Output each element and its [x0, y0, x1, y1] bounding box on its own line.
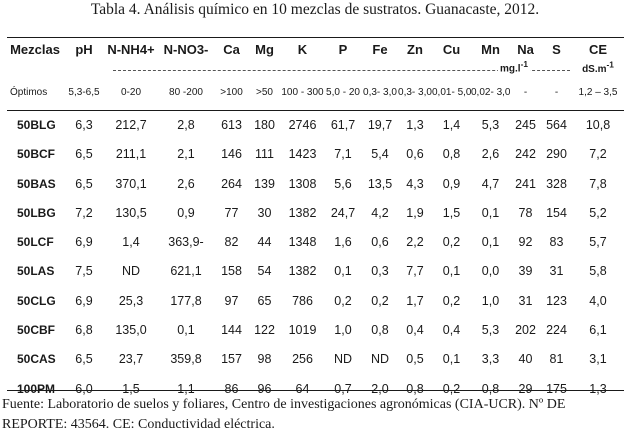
cell-ca: 146 [221, 147, 242, 162]
cell-ph: 6,5 [75, 176, 93, 191]
cell-n-no3: 0,1 [177, 323, 195, 338]
cell-n-no3: 359,8 [170, 352, 202, 367]
cell-na: 202 [515, 323, 536, 338]
cell-fe: 19,7 [367, 117, 393, 132]
cell-n-nh4: 130,5 [115, 205, 147, 220]
cell-mn: 0,1 [481, 205, 500, 220]
cell-cu: 0,9 [442, 176, 461, 191]
cell-p: 61,7 [330, 117, 356, 132]
cell-ca: 86 [224, 381, 239, 396]
cell-mg: 139 [254, 176, 275, 191]
cell-fe: 0,6 [371, 235, 389, 250]
cell-n-no3: 621,1 [170, 264, 202, 279]
optimos-cell-ca: >100 [220, 86, 243, 98]
cell-ce: 1,3 [589, 381, 607, 396]
optimos-cell-cu: 0,01- 5,0 [432, 86, 471, 98]
cell-k: 1382 [288, 264, 317, 279]
table-row [7, 140, 624, 169]
cell-ce: 5,7 [589, 235, 607, 250]
cell-na: 242 [515, 147, 536, 162]
cell-ca: 158 [221, 264, 242, 279]
cell-s: 328 [546, 176, 567, 191]
cell-n-nh4: 1,5 [122, 381, 140, 396]
table-row [7, 345, 624, 374]
cell-s: 224 [546, 323, 567, 338]
column-header-cu: Cu [442, 41, 461, 57]
cell-n-nh4: 212,7 [115, 117, 147, 132]
cell-cu: 0,2 [442, 381, 461, 396]
cell-fe: 4,2 [371, 205, 389, 220]
optimos-row [7, 75, 624, 110]
mezcla-label: 50CBF [17, 323, 56, 338]
cell-ce: 7,8 [589, 176, 607, 191]
cell-na: 29 [518, 381, 533, 396]
cell-n-nh4: ND [121, 264, 141, 279]
column-header-zn: Zn [407, 41, 423, 57]
cell-mn: 1,0 [481, 293, 500, 308]
cell-cu: 0,1 [442, 264, 461, 279]
cell-mg: 54 [257, 264, 272, 279]
cell-ph: 6,9 [75, 235, 93, 250]
mezcla-label: 50CLG [17, 293, 56, 308]
cell-p: ND [333, 352, 353, 367]
cell-n-no3: 363,9- [168, 235, 204, 250]
cell-mn: 2,6 [481, 147, 500, 162]
cell-n-nh4: 370,1 [115, 176, 147, 191]
cell-cu: 0,8 [442, 147, 461, 162]
cell-zn: 0,4 [406, 323, 424, 338]
units-spacer [7, 60, 105, 75]
cell-ph: 6,5 [75, 352, 93, 367]
cell-zn: 7,7 [406, 264, 424, 279]
cell-zn: 0,6 [406, 147, 424, 162]
mezcla-label: 50LAS [17, 264, 55, 279]
optimos-cell-mezclas: Óptimos [10, 86, 48, 98]
column-header-n-nh4: N-NH4+ [107, 41, 155, 57]
cell-mg: 44 [257, 235, 272, 250]
units-ds-cell: $dS.m^{-1}$ [582, 60, 614, 76]
cell-n-nh4: 135,0 [115, 323, 147, 338]
cell-k: 1348 [288, 235, 317, 250]
cell-ce: 4,0 [589, 293, 607, 308]
optimos-cell-fe: 0,3- 3,0 [363, 86, 397, 98]
cell-n-no3: 177,8 [170, 293, 202, 308]
cell-n-nh4: 23,7 [118, 352, 144, 367]
cell-cu: 1,4 [442, 117, 461, 132]
column-header-n-no3: N-NO3- [163, 41, 209, 57]
cell-fe: 0,2 [371, 293, 389, 308]
optimos-cell-ph: 5,3-6,5 [68, 86, 100, 98]
cell-n-nh4: 211,1 [115, 147, 147, 162]
optimos-cell-s: - [554, 86, 559, 98]
cell-s: 290 [546, 147, 567, 162]
optimos-cell-p: 5,0 - 20 [326, 86, 360, 98]
cell-k: 1019 [288, 323, 317, 338]
cell-n-nh4: 25,3 [118, 293, 144, 308]
mezcla-label: 50CAS [17, 352, 56, 367]
cell-na: 40 [518, 352, 533, 367]
units-dashed-line [113, 60, 570, 75]
table-row [7, 257, 624, 286]
cell-p: 1,6 [334, 235, 352, 250]
optimos-cell-k: 100 - 300 [281, 86, 324, 98]
cell-s: 175 [546, 381, 567, 396]
cell-k: 1308 [288, 176, 317, 191]
mezcla-label: 50LCF [17, 235, 54, 250]
cell-fe: 2,0 [371, 381, 389, 396]
cell-fe: 13,5 [367, 176, 393, 191]
cell-fe: 0,8 [371, 323, 389, 338]
optimos-cell-zn: 0,3- 3,0 [398, 86, 432, 98]
cell-n-no3: 0,9 [177, 205, 195, 220]
column-header-ph: pH [75, 41, 93, 57]
mezcla-label: 50BAS [17, 176, 56, 191]
cell-fe: ND [370, 352, 390, 367]
cell-mn: 0,1 [481, 235, 500, 250]
table-body [7, 110, 624, 403]
cell-s: 31 [549, 264, 564, 279]
cell-ca: 97 [224, 293, 239, 308]
cell-mn: 4,7 [481, 176, 500, 191]
cell-cu: 0,2 [442, 293, 461, 308]
mezcla-label: 50BLG [17, 117, 56, 132]
cell-ph: 7,2 [75, 205, 93, 220]
cell-ce: 5,2 [589, 205, 607, 220]
table-row [7, 169, 624, 198]
cell-s: 83 [549, 235, 564, 250]
cell-p: 5,6 [334, 176, 352, 191]
table-row [7, 228, 624, 257]
column-header-k: K [297, 41, 308, 57]
cell-ca: 613 [221, 117, 242, 132]
cell-zn: 1,7 [406, 293, 424, 308]
cell-cu: 0,1 [442, 352, 461, 367]
cell-ca: 82 [224, 235, 239, 250]
cell-na: 78 [518, 205, 533, 220]
cell-p: 0,2 [334, 293, 352, 308]
cell-ce: 10,8 [585, 117, 611, 132]
cell-mg: 122 [254, 323, 275, 338]
optimos-cell-na: - [523, 86, 528, 98]
optimos-cell-n-nh4: 0-20 [120, 86, 141, 98]
cell-k: 64 [295, 381, 310, 396]
cell-p: 0,7 [334, 381, 352, 396]
column-header-ce: CE [588, 41, 608, 57]
cell-p: 7,1 [334, 147, 352, 162]
column-header-mezclas: Mezclas [10, 41, 60, 57]
cell-mg: 30 [257, 205, 272, 220]
cell-zn: 0,5 [406, 352, 424, 367]
table-title: Tabla 4. Análisis químico en 10 mezclas de sustratos. Guanacaste, 2012. [90, 1, 540, 18]
cell-zn: 0,8 [406, 381, 424, 396]
cell-fe: 5,4 [371, 147, 389, 162]
column-header-mg: Mg [255, 41, 274, 57]
cell-ca: 144 [221, 323, 242, 338]
table-footer-source: Fuente: Laboratorio de suelos y foliares, Centro de investigaciones agronómicas (CIA-UCR). Nº DE REPORTE: 43564. CE: Conductividad eléctrica. [2, 397, 566, 432]
cell-ce: 3,1 [589, 352, 607, 367]
column-header-mn: Mn [481, 41, 500, 57]
cell-mn: 0,8 [481, 381, 500, 396]
cell-ph: 6,5 [75, 147, 93, 162]
chemical-analysis-table [7, 38, 624, 403]
cell-na: 245 [515, 117, 536, 132]
cell-na: 241 [515, 176, 536, 191]
table-row [7, 198, 624, 227]
cell-n-no3: 1,1 [177, 381, 195, 396]
cell-zn: 1,9 [406, 205, 424, 220]
units-mg-cell [105, 60, 572, 75]
cell-ce: 6,1 [589, 323, 607, 338]
cell-ca: 264 [221, 176, 242, 191]
cell-n-no3: 2,6 [177, 176, 195, 191]
cell-k: 256 [292, 352, 313, 367]
cell-na: 92 [518, 235, 533, 250]
optimos-cell-ce: 1,2 – 3,5 [578, 86, 618, 98]
cell-mn: 3,3 [481, 352, 500, 367]
cell-k: 1382 [288, 205, 317, 220]
cell-mn: 5,3 [481, 117, 500, 132]
cell-cu: 0,4 [442, 323, 461, 338]
cell-mg: 98 [257, 352, 272, 367]
cell-s: 123 [546, 293, 567, 308]
optimos-cell-mg: >50 [256, 86, 273, 98]
cell-zn: 1,3 [406, 117, 424, 132]
cell-p: 24,7 [330, 205, 356, 220]
cell-n-nh4: 1,4 [122, 235, 140, 250]
cell-k: 2746 [288, 117, 317, 132]
cell-ce: 7,2 [589, 147, 607, 162]
cell-ce: 5,8 [589, 264, 607, 279]
mezcla-label: 50BCF [17, 147, 56, 162]
cell-ph: 6,3 [75, 117, 93, 132]
cell-zn: 4,3 [406, 176, 424, 191]
cell-ph: 6,9 [75, 293, 93, 308]
cell-mn: 0,0 [481, 264, 500, 279]
cell-ca: 77 [224, 205, 239, 220]
column-header-na: Na [517, 41, 534, 57]
table-row [7, 315, 624, 344]
cell-cu: 0,2 [442, 235, 461, 250]
cell-k: 1423 [288, 147, 317, 162]
cell-s: 154 [546, 205, 567, 220]
cell-s: 81 [549, 352, 564, 367]
mezcla-label: 50LBG [17, 205, 56, 220]
cell-mg: 180 [254, 117, 275, 132]
cell-k: 786 [292, 293, 313, 308]
cell-na: 31 [518, 293, 533, 308]
table-row [7, 286, 624, 315]
column-header-fe: Fe [372, 41, 388, 57]
cell-fe: 0,3 [371, 264, 389, 279]
cell-mg: 96 [257, 381, 272, 396]
optimos-cell-mn: 0,02- 3,0 [471, 86, 510, 98]
cell-s: 564 [546, 117, 567, 132]
cell-p: 1,0 [334, 323, 352, 338]
cell-zn: 2,2 [406, 235, 424, 250]
column-header-s: S [552, 41, 561, 57]
column-header-row [7, 38, 624, 60]
column-header-p: P [338, 41, 348, 57]
optimos-cell-n-no3: 80 -200 [169, 86, 203, 98]
cell-ph: 6,0 [75, 381, 93, 396]
units-mg-label: $mg.l^{-1}$ [500, 60, 528, 75]
units-row [7, 60, 624, 75]
cell-n-no3: 2,1 [177, 147, 195, 162]
cell-n-no3: 2,8 [177, 117, 195, 132]
column-header-ca: Ca [223, 41, 240, 57]
cell-ph: 7,5 [75, 264, 93, 279]
cell-mn: 5,3 [481, 323, 500, 338]
table-row [7, 110, 624, 139]
cell-ca: 157 [221, 352, 242, 367]
cell-ph: 6,8 [75, 323, 93, 338]
mezcla-label: 100PM [17, 381, 56, 396]
cell-p: 0,1 [334, 264, 352, 279]
cell-na: 39 [518, 264, 533, 279]
cell-cu: 1,5 [442, 205, 461, 220]
cell-mg: 65 [257, 293, 272, 308]
cell-mg: 111 [254, 147, 274, 162]
